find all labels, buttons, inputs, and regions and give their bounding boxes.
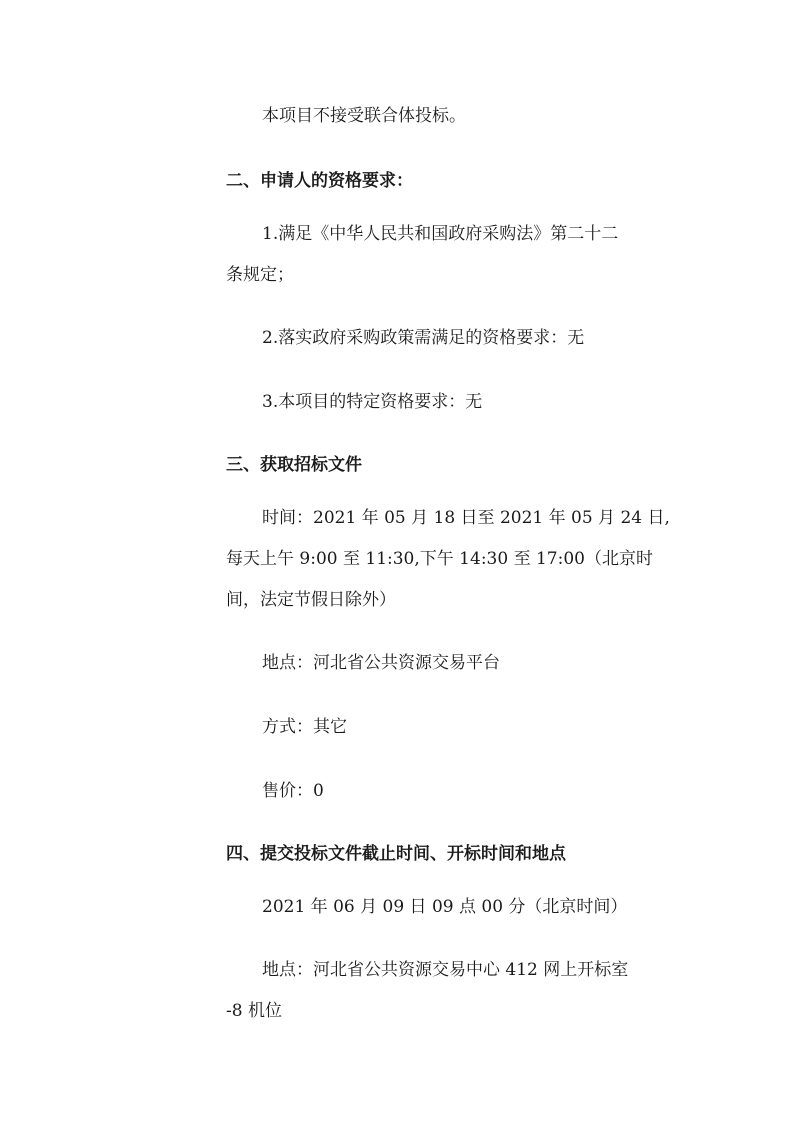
time-line-1: 时间：2021 年 05 月 18 日至 2021 年 05 月 24 日, [262, 508, 670, 528]
time-line-2: 每天上午 9:00 至 11:30,下午 14:30 至 17:00（北京时 [226, 549, 653, 569]
requirement-2: 2.落实政府采购政策需满足的资格要求：无 [262, 328, 585, 348]
requirement-1-line-2: 条规定； [226, 265, 294, 285]
method-text: 方式：其它 [262, 717, 347, 737]
open-place-line-1: 地点：河北省公共资源交易中心 412 网上开标室 [262, 960, 629, 980]
section-heading-qualifications: 二、申请人的资格要求： [226, 171, 413, 191]
paragraph-no-consortium: 本项目不接受联合体投标。 [262, 106, 466, 126]
section-heading-get-documents: 三、获取招标文件 [226, 455, 362, 475]
requirement-3: 3.本项目的特定资格要求：无 [262, 392, 483, 412]
open-place-line-2: -8 机位 [226, 1001, 282, 1021]
place-text: 地点：河北省公共资源交易平台 [262, 653, 500, 673]
deadline-text: 2021 年 06 月 09 日 09 点 00 分（北京时间） [262, 897, 628, 917]
time-line-3: 间，法定节假日除外） [226, 590, 396, 610]
section-heading-deadline: 四、提交投标文件截止时间、开标时间和地点 [226, 844, 566, 864]
requirement-1-line-1: 1.满足《中华人民共和国政府采购法》第二十二 [262, 224, 619, 244]
price-text: 售价：0 [262, 781, 324, 801]
